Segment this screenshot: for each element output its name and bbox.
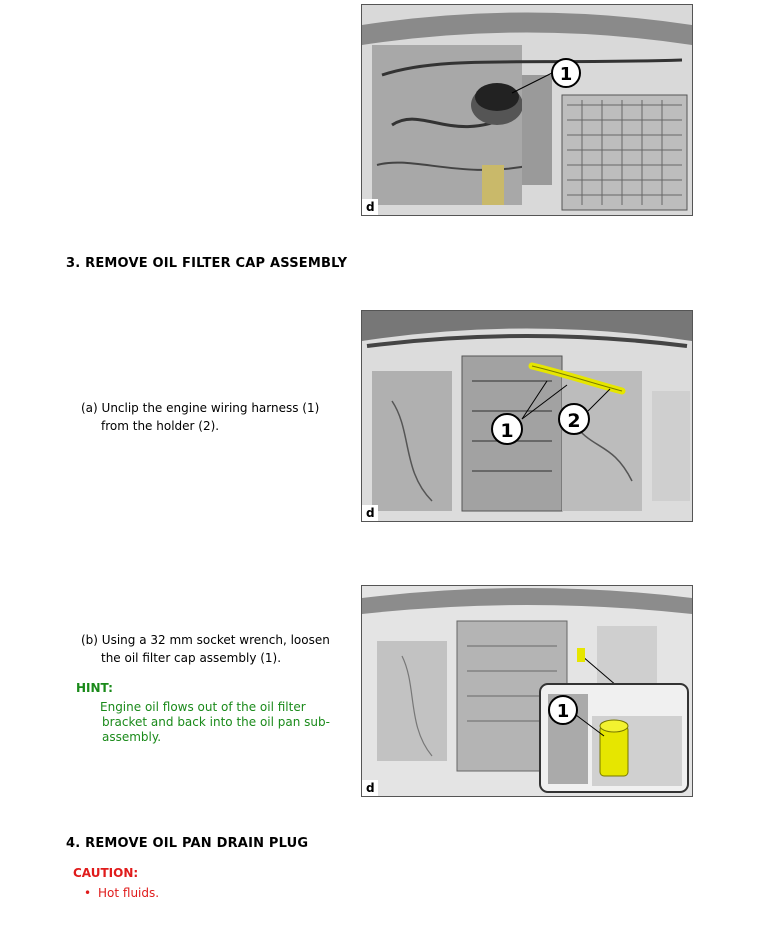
figure-corner-letter: d bbox=[366, 506, 375, 520]
hint-label: HINT: bbox=[76, 681, 113, 695]
step-a-line2: from the holder (2). bbox=[101, 419, 220, 433]
step-b-text bbox=[81, 631, 351, 667]
section-3-heading: 3. REMOVE OIL FILTER CAP ASSEMBLY bbox=[66, 256, 348, 271]
step-a-line1: (a) Unclip the engine wiring harness (1) bbox=[81, 401, 320, 415]
step-b-line1: (b) Using a 32 mm socket wrench, loosen bbox=[81, 633, 330, 647]
hint-line1: Engine oil flows out of the oil filter bbox=[100, 700, 306, 714]
hint-text bbox=[100, 700, 350, 745]
caution-item bbox=[84, 886, 159, 900]
engine-figure-oil-filter-cap bbox=[361, 585, 693, 797]
section-4-heading: 4. REMOVE OIL PAN DRAIN PLUG bbox=[66, 836, 309, 851]
callout-1: 1 bbox=[559, 64, 573, 85]
figure-corner-letter: d bbox=[366, 200, 375, 214]
callout-1: 1 bbox=[556, 701, 570, 722]
caution-label: CAUTION: bbox=[73, 866, 139, 880]
step-b-line2: the oil filter cap assembly (1). bbox=[101, 651, 282, 665]
engine-illustration bbox=[362, 311, 692, 521]
hint-line3: assembly. bbox=[102, 730, 162, 744]
hint-line2: bracket and back into the oil pan sub- bbox=[102, 715, 330, 729]
engine-illustration bbox=[362, 5, 692, 215]
engine-figure-oil-cap bbox=[361, 4, 693, 216]
caution-bullet: • bbox=[84, 886, 92, 900]
callout-1: 1 bbox=[500, 420, 514, 442]
figure-corner-letter: d bbox=[366, 781, 375, 795]
caution-item-text: Hot fluids. bbox=[98, 886, 160, 900]
engine-illustration bbox=[362, 586, 692, 796]
step-a-text bbox=[81, 399, 351, 435]
callout-2: 2 bbox=[567, 410, 581, 432]
engine-figure-wiring-harness bbox=[361, 310, 693, 522]
